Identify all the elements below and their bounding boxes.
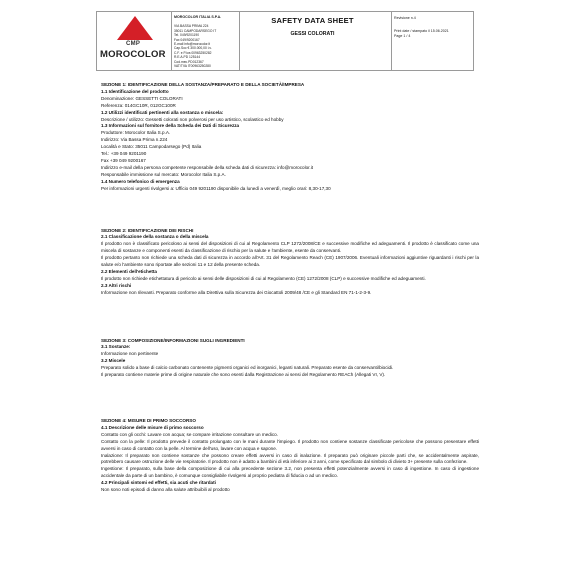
paragraph: Il prodotto non è classificato pericoloso ai sensi del disposizioni di cui al Regolamento CLP 1272/2008/CE e successive modifiche ed adeguamenti. Il prodotto è classificato come una miscela di sostanze e componenti esenti da classificazione di rischio per la salute e l'ambiente, esente da conservanti. bbox=[101, 241, 479, 254]
subsection-title: 2.3 Altri rischi bbox=[101, 282, 132, 288]
paragraph: Produttore: Morocolor Italia S.p.A. bbox=[101, 130, 171, 136]
paragraph: Informazione non rilevanti. Preparato conforme alla Direttiva sulla Sicurezza dei Giocattoli 2009/48 /CE e gli Standard EN 71-1-2-3-9. bbox=[101, 289, 372, 295]
paragraph: Contatto con gli occhi: Lavare con acqua; se compare irritazione consultare un medico. bbox=[101, 431, 278, 437]
company-line: 35011 CAMPODARSEGO IT bbox=[174, 28, 217, 33]
section-title: SEZIONE 1: IDENTIFICAZIONE DELLA SOSTANZA/PREPARATO E DELLA SOCIETÀ/IMPRESA bbox=[101, 82, 305, 87]
subsection-title: 1.1 Identificazione del prodotto bbox=[101, 88, 169, 94]
company-info bbox=[174, 15, 236, 68]
subsection-title: 3.1 Sostanze: bbox=[101, 344, 131, 350]
paragraph: Tel.: +39 049 9201190 bbox=[101, 151, 147, 157]
paragraph: Il prodotto pertanto non richiede una scheda dati di sicurezza in accordo all'Art. 31 del Regolamento Reach (CE) 1907/2006. Eventuali informazioni aggiuntive riguardanti i rischi per la salute e/o l'ambiente sono riportate alle sezioni 11 e 12 della presente scheda. bbox=[101, 255, 479, 268]
paragraph: Indirizzo e-mail della persona competente responsabile della scheda dati di sicurezza: info@morocolor.it bbox=[101, 164, 314, 170]
subsection-title: 2.2 Elementi dell'etichetta bbox=[101, 268, 157, 274]
subsection-title: 2.1 Classificazione della sostanza o della miscela bbox=[101, 234, 209, 240]
product-name: GESSI COLORATI bbox=[290, 31, 335, 37]
company-line: Fax 049/9200167 bbox=[174, 37, 200, 42]
header-divider bbox=[171, 12, 172, 70]
paragraph: Referenza: 014GC10R, 012GC100R bbox=[101, 102, 176, 108]
logo-triangle-icon bbox=[117, 16, 153, 40]
paragraph: Denominazione: GESSETTI COLORATI bbox=[101, 95, 183, 101]
page-number: Page 1 / 4 bbox=[394, 34, 411, 38]
print-date: Print date / stampato il 15.06.2021 bbox=[394, 29, 449, 33]
subsection-title: 1.4 Numero telefonico di emergenza bbox=[101, 178, 180, 184]
company-logo bbox=[100, 16, 170, 64]
paragraph: Responsabile immissione sul mercato: Morocolor Italia S.p.A. bbox=[101, 171, 226, 177]
revision-number: Revisione n.4 bbox=[394, 16, 416, 20]
paragraph: Il preparato contiene materie prime di origine naturale che sono esenti dalla Registrazione ai sensi del Regolamento REACh (Allegati VI, V). bbox=[101, 372, 386, 378]
document-title: SAFETY DATA SHEET bbox=[271, 16, 354, 25]
paragraph: Fax +39 049 9200167 bbox=[101, 157, 146, 163]
paragraph: Inalazione: Il preparato non contiene sostanze che possono creare effetti avversi in caso di inalazione. Il preparato può originare piccole parti che, se accidentalmente aspirate, potrebbero causare ostruzione delle vie respiratorie. Il prodotto non è adatto a bambini di età inferiore ai 3 anni, come specificato dal simbolo di divieto 3+ presente sulla confezione. bbox=[101, 452, 479, 465]
company-line: C.F. e P.iva 00963250282 bbox=[174, 50, 212, 55]
company-line: E-mail info@morocolor.it bbox=[174, 42, 210, 47]
company-line: VAT/TVA IT00963250280 bbox=[174, 64, 211, 69]
paragraph: Indirizzo: Via Bassa Prima n.224 bbox=[101, 137, 168, 143]
company-line: Tel. 049/9201190 bbox=[174, 33, 200, 38]
section-title: SEZIONE 4: MISURE DI PRIMO SOCCORSO bbox=[101, 418, 196, 423]
paragraph: Il prodotto non richiede etichettatura di pericolo ai sensi delle disposizioni di cui al Regolamento (CE) 1272/2008 (CLP) e successive modifiche ed adeguamenti. bbox=[101, 275, 426, 281]
company-name: MOROCOLOR ITALIA S.P.A. bbox=[174, 15, 222, 19]
subsection-title: 4.1 Descrizione delle misure di primo soccorso bbox=[101, 424, 204, 430]
paragraph: Contatto con la pelle: Il prodotto prevede il contatto prolungato con le mani durante l'impiego. Il prodotto non contiene sostanze classificate pericolose che possono presentare effetti avversi in caso di contatto con la pelle. Al termine dell'uso, lavare con acqua e sapone. bbox=[101, 438, 479, 451]
section-title: SEZIONE 3: COMPOSIZIONE/INFORMAZIONI SUGLI INGREDIENTI bbox=[101, 337, 245, 343]
section-title: SEZIONE 2: IDENTIFICAZIONE DEI RISCHI bbox=[101, 227, 194, 233]
company-line: VIA BASSA PRIMA 224 bbox=[174, 24, 209, 29]
subsection-title: 3.2 Miscele bbox=[101, 358, 126, 364]
document-body bbox=[101, 82, 479, 494]
subsection-title: 1.2 Utilizzi identificati pertinenti alla sostanza o miscela: bbox=[101, 109, 224, 115]
paragraph: Ingestione: Il preparato, sulla base della composizione di cui alla precedente sezione 3.2, non presenta effetti potenzialmente avversi in caso di ingestione. In caso di ingestione accidentale da parte di un bambino, è comunque consigliabile rivolgersi al proprio pediatra di fiducia o ad un medico. bbox=[101, 466, 479, 479]
company-line: R.E.A.PD 125144 bbox=[174, 55, 201, 60]
company-line: Cod.mec.PD012367 bbox=[174, 59, 204, 64]
paragraph: Informazione non pertinente bbox=[101, 351, 159, 357]
logo-brand: MOROCOLOR bbox=[100, 49, 166, 60]
paragraph: Località e Stato: 35011 Campodarsego (Pd) Italia bbox=[101, 144, 202, 150]
paragraph: Non sono noti episodi di danno alla salute attribuibili al prodotto bbox=[101, 487, 230, 493]
paragraph: Per informazioni urgenti rivolgersi a: Ufficio 049 9201190 disponibile da lunedì a venerdì, meglio orari: 8,30-17,30 bbox=[101, 185, 331, 191]
subsection-title: 1.3 Informazioni sul fornitore della Scheda dei Dati di Sicurezza bbox=[101, 123, 240, 129]
logo-tagline: CMP bbox=[126, 41, 141, 47]
paragraph: Descrizione / utilizzo: Gessetti colorati non polverosi per uso artistico, scolastico ed hobby bbox=[101, 116, 284, 122]
company-line: Cap.Soc € 300.000,00 i.v. bbox=[174, 46, 212, 51]
paragraph: Preparato solido a base di calcio carbonato contenente pigmenti organici ed inorganici, leganti naturali. Preparato esente da conservanti/biocidi. bbox=[101, 365, 394, 371]
subsection-title: 4.2 Principali sintomi ed effetti, sia acuti che ritardati bbox=[101, 480, 216, 486]
revision-info bbox=[394, 16, 474, 39]
header-divider bbox=[391, 12, 392, 70]
